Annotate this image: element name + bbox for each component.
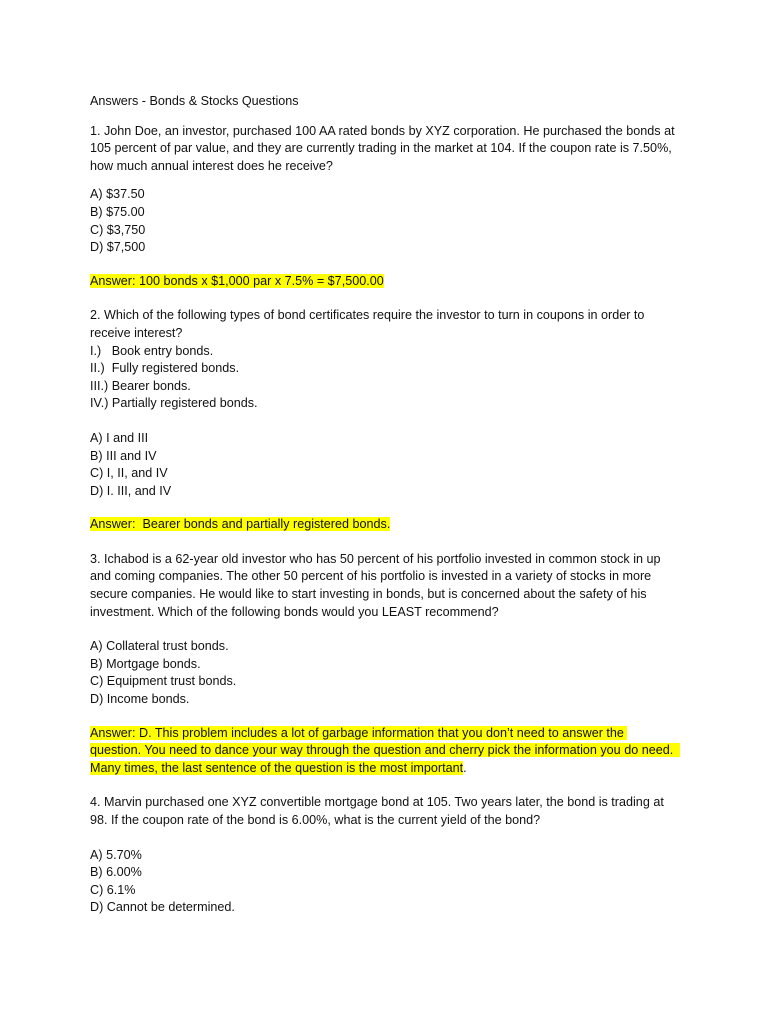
option: D) Cannot be determined. (90, 900, 235, 915)
question-4-text: 4. Marvin purchased one XYZ convertible mortgage bond at 105. Two years later, the bond is trading at 98. If the coupon rate of the bond is 6.00%, what is the current yield of the bond? (90, 795, 664, 827)
document-title: Answers - Bonds & Stocks Questions (90, 94, 299, 108)
question-3 (90, 551, 681, 778)
question-4 (90, 794, 678, 917)
question-2-options (90, 430, 678, 500)
option: B) III and IV (90, 448, 157, 463)
question-1-text: 1. John Doe, an investor, purchased 100 AA rated bonds by XYZ corporation. He purchased the bonds at 105 percent of par value, and they are currently trading in the market at 104. If the coupon rate is 7.50%, how much annual interest does he receive? (90, 123, 675, 173)
option: B) 6.00% (90, 865, 142, 880)
option: C) I, II, and IV (90, 466, 168, 481)
question-2-answer (90, 516, 678, 534)
question-2 (90, 307, 678, 534)
question-1-options (90, 186, 678, 256)
statement: I.) Book entry bonds. (90, 343, 214, 358)
option: C) 6.1% (90, 882, 136, 897)
question-1-answer (90, 273, 678, 291)
answer-tail: . (463, 760, 467, 775)
option: A) 5.70% (90, 847, 142, 862)
statement: IV.) Partially registered bonds. (90, 396, 258, 411)
statement: III.) Bearer bonds. (90, 378, 191, 393)
option: C) $3,750 (90, 222, 146, 237)
option: A) $37.50 (90, 187, 145, 202)
option: D) $7,500 (90, 240, 146, 255)
answer-highlight: Answer: 100 bonds x $1,000 par x 7.5% = $7,500.00 (90, 273, 384, 288)
option: B) Mortgage bonds. (90, 656, 201, 671)
answer-highlight: Answer: D. This problem includes a lot of garbage information that you don’t need to answer the question. You need to dance your way through the question and cherry pick the information you do need. Many times, the last sentence of the question is the most important (90, 725, 681, 775)
question-3-answer (90, 725, 681, 778)
question-3-options (90, 638, 678, 708)
question-4-options (90, 847, 678, 917)
answer-highlight: Answer: Bearer bonds and partially registered bonds. (90, 517, 391, 532)
statement: II.) Fully registered bonds. (90, 361, 240, 376)
option: A) I and III (90, 430, 149, 445)
question-3-text: 3. Ichabod is a 62-year old investor who has 50 percent of his portfolio invested in common stock in up and coming companies. The other 50 percent of his portfolio is invested in a variety of stocks in more secure companies. He would like to start investing in bonds, but is concerned about the safety of his investment. Which of the following bonds would you LEAST recommend? (90, 551, 661, 619)
question-1 (90, 123, 678, 291)
option: C) Equipment trust bonds. (90, 674, 237, 689)
option: A) Collateral trust bonds. (90, 639, 229, 654)
option: D) Income bonds. (90, 692, 190, 707)
option: D) I. III, and IV (90, 483, 172, 498)
option: B) $75.00 (90, 204, 145, 219)
question-2-text: 2. Which of the following types of bond certificates require the investor to turn in coupons in order to receive interest? (90, 308, 645, 340)
question-2-statements (90, 343, 678, 413)
